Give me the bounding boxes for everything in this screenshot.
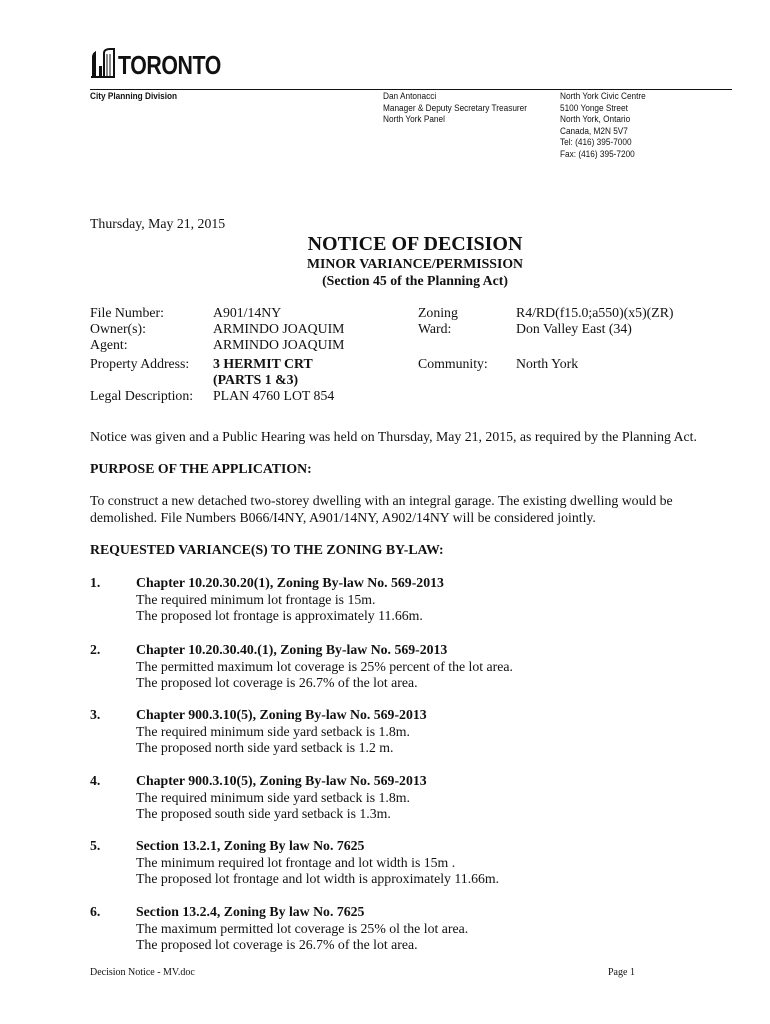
legal-value: PLAN 4760 LOT 854 — [213, 388, 335, 403]
variance-number: 2. — [90, 642, 101, 657]
owners-value: ARMINDO JOAQUIM — [213, 321, 345, 336]
page-number: Page 1 — [608, 967, 635, 978]
variance-number: 5. — [90, 838, 101, 853]
agent-value: ARMINDO JOAQUIM — [213, 337, 345, 352]
variance-title: Chapter 10.20.30.40.(1), Zoning By-law No. 569-2013 — [136, 642, 448, 657]
address-fax: Fax: (416) 395-7200 — [560, 148, 635, 160]
purpose-text-line2: demolished. File Numbers B066/I4NY, A901/14NY, A902/14NY will be considered jointly. — [90, 510, 596, 525]
agent-label: Agent: — [90, 337, 128, 352]
address-block — [560, 91, 646, 161]
variance-proposal: The proposed north side yard setback is 1.2 m. — [136, 740, 394, 755]
city-hall-logo-icon — [90, 48, 116, 78]
zoning-label: Zoning — [418, 305, 458, 320]
variance-number: 4. — [90, 773, 101, 788]
page-title: NOTICE OF DECISION — [307, 233, 523, 255]
variance-requirement: The minimum required lot frontage and lot width is 15m . — [136, 854, 456, 870]
subtitle: MINOR VARIANCE/PERMISSION — [306, 256, 524, 271]
logo-wordmark: TORONTO — [118, 50, 221, 80]
variance-title: Section 13.2.1, Zoning By law No. 7625 — [136, 838, 365, 853]
variance-requirement: The required minimum side yard setback is 1.8m. — [136, 723, 410, 739]
variance-number: 6. — [90, 904, 101, 919]
variance-proposal: The proposed lot frontage is approximately 11.66m. — [136, 608, 423, 623]
variance-requirement: The permitted maximum lot coverage is 25% percent of the lot area. — [136, 658, 513, 674]
address-line: Canada, M2N 5V7 — [560, 125, 628, 137]
variance-proposal: The proposed south side yard setback is 1.3m. — [136, 806, 391, 821]
variance-number: 1. — [90, 575, 101, 590]
address-line: 5100 Yonge Street — [560, 102, 628, 114]
variance-title: Chapter 900.3.10(5), Zoning By-law No. 569-2013 — [136, 707, 427, 722]
ward-label: Ward: — [418, 321, 452, 336]
secretary-panel: North York Panel — [383, 114, 445, 126]
variance-requirement: The maximum permitted lot coverage is 25% ol the lot area. — [136, 920, 469, 936]
file-number-label: File Number: — [90, 305, 164, 320]
property-label: Property Address: — [90, 356, 190, 371]
variance-proposal: The proposed lot coverage is 26.7% of the lot area. — [136, 937, 418, 952]
purpose-heading: PURPOSE OF THE APPLICATION: — [90, 461, 312, 476]
toronto-logo — [90, 48, 244, 78]
footer-filename: Decision Notice - MV.doc — [90, 967, 195, 978]
address-tel: Tel: (416) 395-7000 — [560, 137, 632, 149]
zoning-value: R4/RD(f15.0;a550)(x5)(ZR) — [516, 305, 674, 320]
variance-number: 3. — [90, 707, 101, 722]
variances-heading: REQUESTED VARIANCE(S) TO THE ZONING BY-LAW: — [90, 542, 444, 557]
community-value: North York — [516, 356, 579, 371]
variance-proposal: The proposed lot coverage is 26.7% of the lot area. — [136, 675, 418, 690]
community-label: Community: — [418, 356, 488, 371]
notice-text: Notice was given and a Public Hearing was held on Thursday, May 21, 2015, as required by the Planning Act. — [90, 429, 697, 444]
variance-requirement: The required minimum lot frontage is 15m. — [136, 591, 376, 607]
variance-title: Section 13.2.4, Zoning By law No. 7625 — [136, 904, 365, 919]
variance-title: Chapter 900.3.10(5), Zoning By-law No. 569-2013 — [136, 773, 427, 788]
header-rule — [90, 89, 732, 90]
property-address-line2: (PARTS 1 &3) — [213, 372, 299, 387]
address-line: North York Civic Centre — [560, 91, 646, 102]
variance-title: Chapter 10.20.30.20(1), Zoning By-law No. 569-2013 — [136, 575, 444, 590]
secretary-name: Dan Antonacci — [383, 91, 437, 102]
purpose-text-line1: To construct a new detached two-storey dwelling with an integral garage. The existing dwelling would be — [90, 493, 673, 508]
division-name: City Planning Division — [90, 91, 178, 102]
subtitle-section: (Section 45 of the Planning Act) — [322, 273, 508, 288]
file-number-value: A901/14NY — [213, 305, 282, 320]
decision-date: Thursday, May 21, 2015 — [90, 216, 226, 231]
variance-proposal: The proposed lot frontage and lot width is approximately 11.66m. — [136, 871, 500, 886]
secretary-title: Manager & Deputy Secretary Treasurer — [383, 102, 527, 114]
ward-value: Don Valley East (34) — [516, 321, 632, 336]
variance-requirement: The required minimum side yard setback is 1.8m. — [136, 789, 410, 805]
property-address-line1: 3 HERMIT CRT — [213, 356, 313, 371]
secretary-block — [383, 91, 527, 126]
legal-label: Legal Description: — [90, 388, 194, 403]
address-line: North York, Ontario — [560, 114, 631, 126]
owners-label: Owner(s): — [90, 321, 146, 336]
